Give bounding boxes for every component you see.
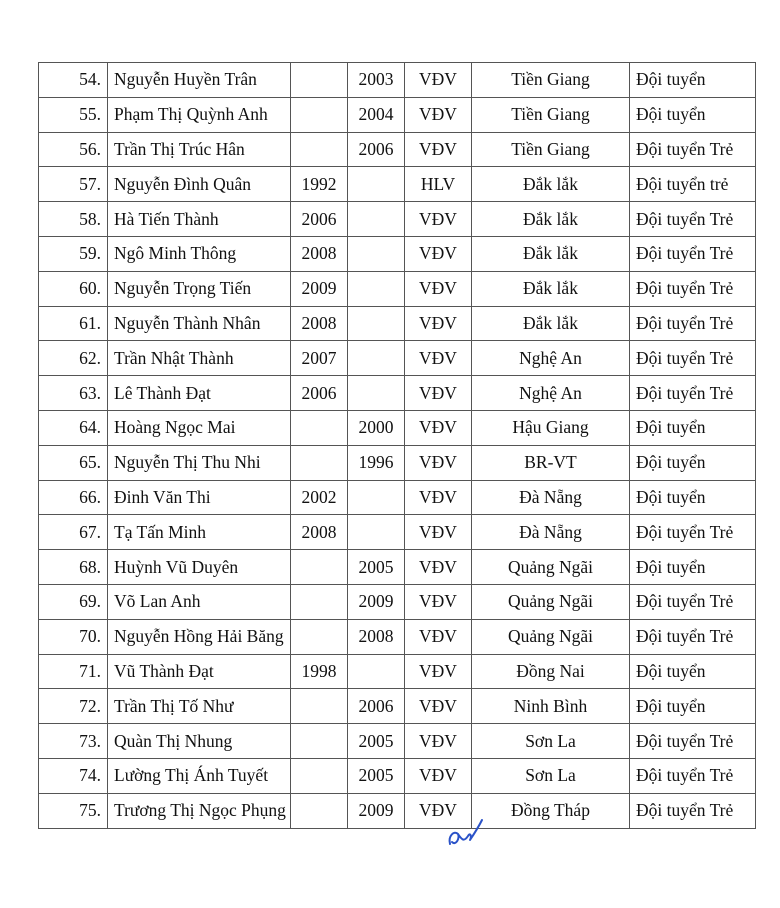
athlete-name: Hà Tiến Thành bbox=[108, 202, 291, 237]
table-row bbox=[39, 63, 756, 98]
birth-year-male bbox=[291, 410, 348, 445]
birth-year-male bbox=[291, 584, 348, 619]
row-number: 57. bbox=[39, 167, 108, 202]
unit: Đồng Tháp bbox=[472, 793, 630, 828]
unit: Tiền Giang bbox=[472, 97, 630, 132]
table-row bbox=[39, 584, 756, 619]
birth-year-female: 2008 bbox=[348, 619, 405, 654]
athlete-name: Nguyễn Huyền Trân bbox=[108, 63, 291, 98]
birth-year-male bbox=[291, 758, 348, 793]
birth-year-female: 2006 bbox=[348, 689, 405, 724]
unit: Đắk lắk bbox=[472, 236, 630, 271]
athlete-name: Trần Nhật Thành bbox=[108, 341, 291, 376]
team: Đội tuyển bbox=[630, 654, 756, 689]
unit: Quảng Ngãi bbox=[472, 550, 630, 585]
birth-year-male bbox=[291, 132, 348, 167]
row-number: 74. bbox=[39, 758, 108, 793]
unit: Sơn La bbox=[472, 724, 630, 759]
athlete-name: Nguyễn Thành Nhân bbox=[108, 306, 291, 341]
table-row bbox=[39, 654, 756, 689]
athlete-name: Nguyễn Trọng Tiến bbox=[108, 271, 291, 306]
row-number: 65. bbox=[39, 445, 108, 480]
birth-year-female bbox=[348, 376, 405, 411]
unit: Sơn La bbox=[472, 758, 630, 793]
unit: Ninh Bình bbox=[472, 689, 630, 724]
birth-year-male bbox=[291, 63, 348, 98]
athlete-name: Nguyễn Đình Quân bbox=[108, 167, 291, 202]
birth-year-female: 2000 bbox=[348, 410, 405, 445]
row-number: 63. bbox=[39, 376, 108, 411]
birth-year-female bbox=[348, 654, 405, 689]
role: VĐV bbox=[405, 654, 472, 689]
table-row bbox=[39, 619, 756, 654]
athlete-name: Võ Lan Anh bbox=[108, 584, 291, 619]
role: VĐV bbox=[405, 97, 472, 132]
role: VĐV bbox=[405, 132, 472, 167]
unit: Tiền Giang bbox=[472, 132, 630, 167]
roster-body bbox=[39, 63, 756, 829]
role: VĐV bbox=[405, 758, 472, 793]
row-number: 71. bbox=[39, 654, 108, 689]
birth-year-male: 1992 bbox=[291, 167, 348, 202]
birth-year-female: 2009 bbox=[348, 793, 405, 828]
role: VĐV bbox=[405, 480, 472, 515]
team: Đội tuyển bbox=[630, 689, 756, 724]
unit: Đắk lắk bbox=[472, 306, 630, 341]
team: Đội tuyển Trẻ bbox=[630, 306, 756, 341]
role: VĐV bbox=[405, 306, 472, 341]
unit: Đà Nẵng bbox=[472, 480, 630, 515]
row-number: 55. bbox=[39, 97, 108, 132]
table-row bbox=[39, 306, 756, 341]
role: HLV bbox=[405, 167, 472, 202]
table-row bbox=[39, 271, 756, 306]
team: Đội tuyển Trẻ bbox=[630, 202, 756, 237]
birth-year-female: 2009 bbox=[348, 584, 405, 619]
birth-year-male bbox=[291, 97, 348, 132]
row-number: 60. bbox=[39, 271, 108, 306]
team: Đội tuyển Trẻ bbox=[630, 619, 756, 654]
table-row bbox=[39, 480, 756, 515]
birth-year-male: 2006 bbox=[291, 202, 348, 237]
birth-year-male bbox=[291, 445, 348, 480]
team: Đội tuyển bbox=[630, 410, 756, 445]
athlete-name: Trần Thị Trúc Hân bbox=[108, 132, 291, 167]
row-number: 61. bbox=[39, 306, 108, 341]
team: Đội tuyển Trẻ bbox=[630, 341, 756, 376]
unit: Đắk lắk bbox=[472, 271, 630, 306]
table-row bbox=[39, 376, 756, 411]
athlete-name: Trương Thị Ngọc Phụng bbox=[108, 793, 291, 828]
unit: Đà Nẵng bbox=[472, 515, 630, 550]
row-number: 67. bbox=[39, 515, 108, 550]
birth-year-male: 2007 bbox=[291, 341, 348, 376]
unit: Nghệ An bbox=[472, 376, 630, 411]
team: Đội tuyển Trẻ bbox=[630, 584, 756, 619]
table-row bbox=[39, 445, 756, 480]
birth-year-male bbox=[291, 724, 348, 759]
unit: Đắk lắk bbox=[472, 167, 630, 202]
table-row bbox=[39, 793, 756, 828]
team: Đội tuyển Trẻ bbox=[630, 132, 756, 167]
athlete-name: Phạm Thị Quỳnh Anh bbox=[108, 97, 291, 132]
unit: Hậu Giang bbox=[472, 410, 630, 445]
athlete-name: Tạ Tấn Minh bbox=[108, 515, 291, 550]
birth-year-female bbox=[348, 341, 405, 376]
athlete-name: Vũ Thành Đạt bbox=[108, 654, 291, 689]
birth-year-female: 2004 bbox=[348, 97, 405, 132]
birth-year-female: 2005 bbox=[348, 758, 405, 793]
birth-year-female bbox=[348, 271, 405, 306]
athlete-name: Đinh Văn Thi bbox=[108, 480, 291, 515]
team: Đội tuyển Trẻ bbox=[630, 236, 756, 271]
team: Đội tuyển bbox=[630, 445, 756, 480]
row-number: 70. bbox=[39, 619, 108, 654]
role: VĐV bbox=[405, 584, 472, 619]
roster-table bbox=[38, 62, 756, 829]
role: VĐV bbox=[405, 724, 472, 759]
birth-year-female: 2005 bbox=[348, 724, 405, 759]
birth-year-male: 2008 bbox=[291, 306, 348, 341]
row-number: 66. bbox=[39, 480, 108, 515]
birth-year-female: 2006 bbox=[348, 132, 405, 167]
birth-year-female: 1996 bbox=[348, 445, 405, 480]
role: VĐV bbox=[405, 689, 472, 724]
unit: Nghệ An bbox=[472, 341, 630, 376]
unit: Đắk lắk bbox=[472, 202, 630, 237]
row-number: 68. bbox=[39, 550, 108, 585]
signature-mark bbox=[440, 812, 490, 852]
birth-year-male: 1998 bbox=[291, 654, 348, 689]
team: Đội tuyển Trẻ bbox=[630, 515, 756, 550]
birth-year-female bbox=[348, 480, 405, 515]
unit: Đồng Nai bbox=[472, 654, 630, 689]
table-row bbox=[39, 97, 756, 132]
team: Đội tuyển Trẻ bbox=[630, 758, 756, 793]
role: VĐV bbox=[405, 236, 472, 271]
row-number: 73. bbox=[39, 724, 108, 759]
role: VĐV bbox=[405, 341, 472, 376]
unit: Tiền Giang bbox=[472, 63, 630, 98]
athlete-name: Quàn Thị Nhung bbox=[108, 724, 291, 759]
table-row bbox=[39, 167, 756, 202]
role: VĐV bbox=[405, 271, 472, 306]
birth-year-male bbox=[291, 793, 348, 828]
row-number: 72. bbox=[39, 689, 108, 724]
row-number: 54. bbox=[39, 63, 108, 98]
team: Đội tuyển Trẻ bbox=[630, 793, 756, 828]
table-row bbox=[39, 132, 756, 167]
birth-year-female bbox=[348, 202, 405, 237]
row-number: 64. bbox=[39, 410, 108, 445]
team: Đội tuyển bbox=[630, 63, 756, 98]
athlete-name: Lê Thành Đạt bbox=[108, 376, 291, 411]
birth-year-male bbox=[291, 619, 348, 654]
team: Đội tuyển bbox=[630, 480, 756, 515]
team: Đội tuyển Trẻ bbox=[630, 376, 756, 411]
athlete-name: Nguyễn Hồng Hải Băng bbox=[108, 619, 291, 654]
birth-year-male: 2009 bbox=[291, 271, 348, 306]
role: VĐV bbox=[405, 202, 472, 237]
role: VĐV bbox=[405, 793, 472, 828]
table-row bbox=[39, 550, 756, 585]
row-number: 69. bbox=[39, 584, 108, 619]
row-number: 75. bbox=[39, 793, 108, 828]
athlete-name: Lường Thị Ánh Tuyết bbox=[108, 758, 291, 793]
table-row bbox=[39, 515, 756, 550]
role: VĐV bbox=[405, 550, 472, 585]
row-number: 62. bbox=[39, 341, 108, 376]
table-row bbox=[39, 410, 756, 445]
role: VĐV bbox=[405, 410, 472, 445]
table-row bbox=[39, 724, 756, 759]
birth-year-female: 2005 bbox=[348, 550, 405, 585]
row-number: 59. bbox=[39, 236, 108, 271]
table-row bbox=[39, 758, 756, 793]
birth-year-male bbox=[291, 550, 348, 585]
role: VĐV bbox=[405, 376, 472, 411]
athlete-name: Trần Thị Tố Như bbox=[108, 689, 291, 724]
table-row bbox=[39, 202, 756, 237]
birth-year-female bbox=[348, 515, 405, 550]
team: Đội tuyển Trẻ bbox=[630, 271, 756, 306]
unit: BR-VT bbox=[472, 445, 630, 480]
table-row bbox=[39, 236, 756, 271]
team: Đội tuyển bbox=[630, 97, 756, 132]
birth-year-male: 2008 bbox=[291, 515, 348, 550]
birth-year-female bbox=[348, 167, 405, 202]
athlete-name: Ngô Minh Thông bbox=[108, 236, 291, 271]
birth-year-male bbox=[291, 689, 348, 724]
unit: Quảng Ngãi bbox=[472, 584, 630, 619]
athlete-name: Huỳnh Vũ Duyên bbox=[108, 550, 291, 585]
athlete-name: Hoàng Ngọc Mai bbox=[108, 410, 291, 445]
row-number: 56. bbox=[39, 132, 108, 167]
athlete-name: Nguyễn Thị Thu Nhi bbox=[108, 445, 291, 480]
birth-year-male: 2008 bbox=[291, 236, 348, 271]
role: VĐV bbox=[405, 63, 472, 98]
unit: Quảng Ngãi bbox=[472, 619, 630, 654]
team: Đội tuyển bbox=[630, 550, 756, 585]
team: Đội tuyển Trẻ bbox=[630, 724, 756, 759]
birth-year-female: 2003 bbox=[348, 63, 405, 98]
role: VĐV bbox=[405, 515, 472, 550]
table-row bbox=[39, 341, 756, 376]
birth-year-female bbox=[348, 236, 405, 271]
role: VĐV bbox=[405, 445, 472, 480]
team: Đội tuyển trẻ bbox=[630, 167, 756, 202]
birth-year-male: 2006 bbox=[291, 376, 348, 411]
birth-year-male: 2002 bbox=[291, 480, 348, 515]
birth-year-female bbox=[348, 306, 405, 341]
row-number: 58. bbox=[39, 202, 108, 237]
table-row bbox=[39, 689, 756, 724]
role: VĐV bbox=[405, 619, 472, 654]
